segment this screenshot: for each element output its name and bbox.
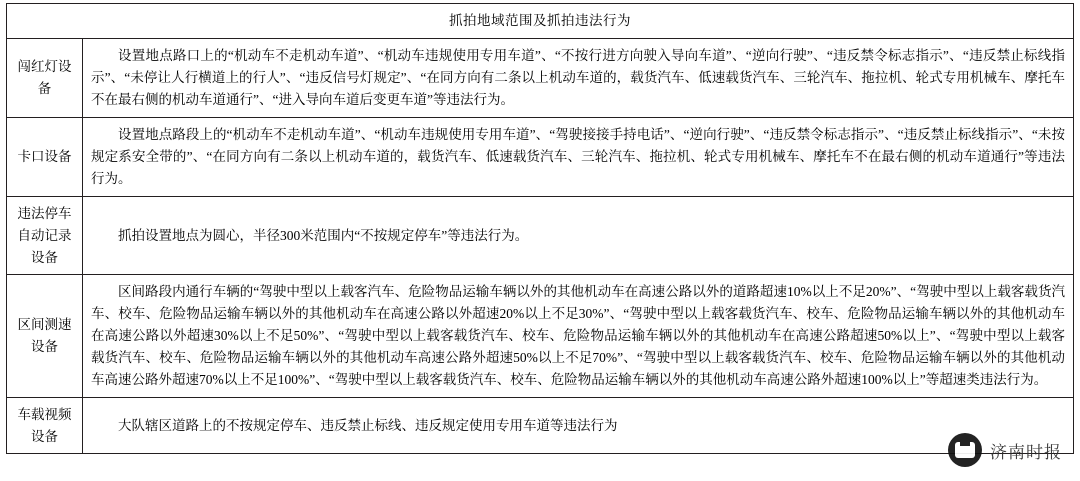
row-content-illegal-parking: 抓拍设置地点为圆心，半径300米范围内“不按规定停车”等违法行为。 xyxy=(83,196,1074,275)
row-content-bayonet: 设置地点路段上的“机动车不走机动车道”、“机动车违规使用专用车道”、“驾驶接接手持电话”、“逆向行驶”、“违反禁令标志指示”、“违反禁止标线指示”、“未按规定系安全带的”、“在同方向有二条以上机动车道的，载货汽车、低速载货汽车、三轮汽车、拖拉机、轮式专用机械车、摩托车不在最右侧的机动车道通行”等违法行为。 xyxy=(83,117,1074,196)
table-row xyxy=(7,397,1074,454)
row-content-section-speed: 区间路段内通行车辆的“驾驶中型以上载客汽车、危险物品运输车辆以外的其他机动车在高速公路以外的道路超速10%以上不足20%”、“驾驶中型以上载客载货汽车、校车、危险物品运输车辆以外的其他机动车在高速公路以外超速20%以上不足30%”、“驾驶中型以上载客载货汽车、校车、危险物品运输车辆以外的其他机动车在高速公路以外超速30%以上不足50%”、“驾驶中型以上载客载货汽车、校车、危险物品运输车辆以外的其他机动车在高速公路超速50%以上”、“驾驶中型以上载客载货汽车、校车、危险物品运输车辆以外的其他机动车高速公路外超速50%以上不足70%”、“驾驶中型以上载客载货汽车、校车、危险物品运输车辆以外的其他机动车高速公路外超速70%以上不足100%”、“驾驶中型以上载客载货汽车、校车、危险物品运输车辆以外的其他机动车高速公路外超速100%以上”等超速类违法行为。 xyxy=(83,275,1074,397)
row-content-onboard-video: 大队辖区道路上的不按规定停车、违反禁止标线、违反规定使用专用车道等违法行为 xyxy=(83,397,1074,454)
watermark-label: 济南时报 xyxy=(990,442,1062,462)
row-label-redlight: 闯红灯设备 xyxy=(7,38,83,117)
table-row xyxy=(7,275,1074,397)
row-label-section-speed: 区间测速设备 xyxy=(7,275,83,397)
row-label-illegal-parking: 违法停车自动记录设备 xyxy=(7,196,83,275)
table-row xyxy=(7,196,1074,275)
table-row xyxy=(7,117,1074,196)
table-row xyxy=(7,38,1074,117)
row-content-redlight: 设置地点路口上的“机动车不走机动车道”、“机动车违规使用专用车道”、“不按行进方向驶入导向车道”、“逆向行驶”、“违反禁令标志指示”、“违反禁止标线指示”、“未停让人行横道上的行人”、“违反信号灯规定”、“在同方向有二条以上机动车道的，载货汽车、低速载货汽车、三轮汽车、拖拉机、轮式专用机械车、摩托车不在最右侧的机动车道通行”、“进入导向车道后变更车道”等违法行为。 xyxy=(83,38,1074,117)
row-label-onboard-video: 车载视频设备 xyxy=(7,397,83,454)
violation-capture-table xyxy=(6,3,1074,454)
table-header-row xyxy=(7,4,1074,39)
row-label-bayonet: 卡口设备 xyxy=(7,117,83,196)
table-header-title: 抓拍地域范围及抓拍违法行为 xyxy=(7,4,1074,39)
newspaper-logo-icon xyxy=(948,433,982,467)
watermark xyxy=(948,433,1062,467)
document-page xyxy=(0,3,1080,481)
